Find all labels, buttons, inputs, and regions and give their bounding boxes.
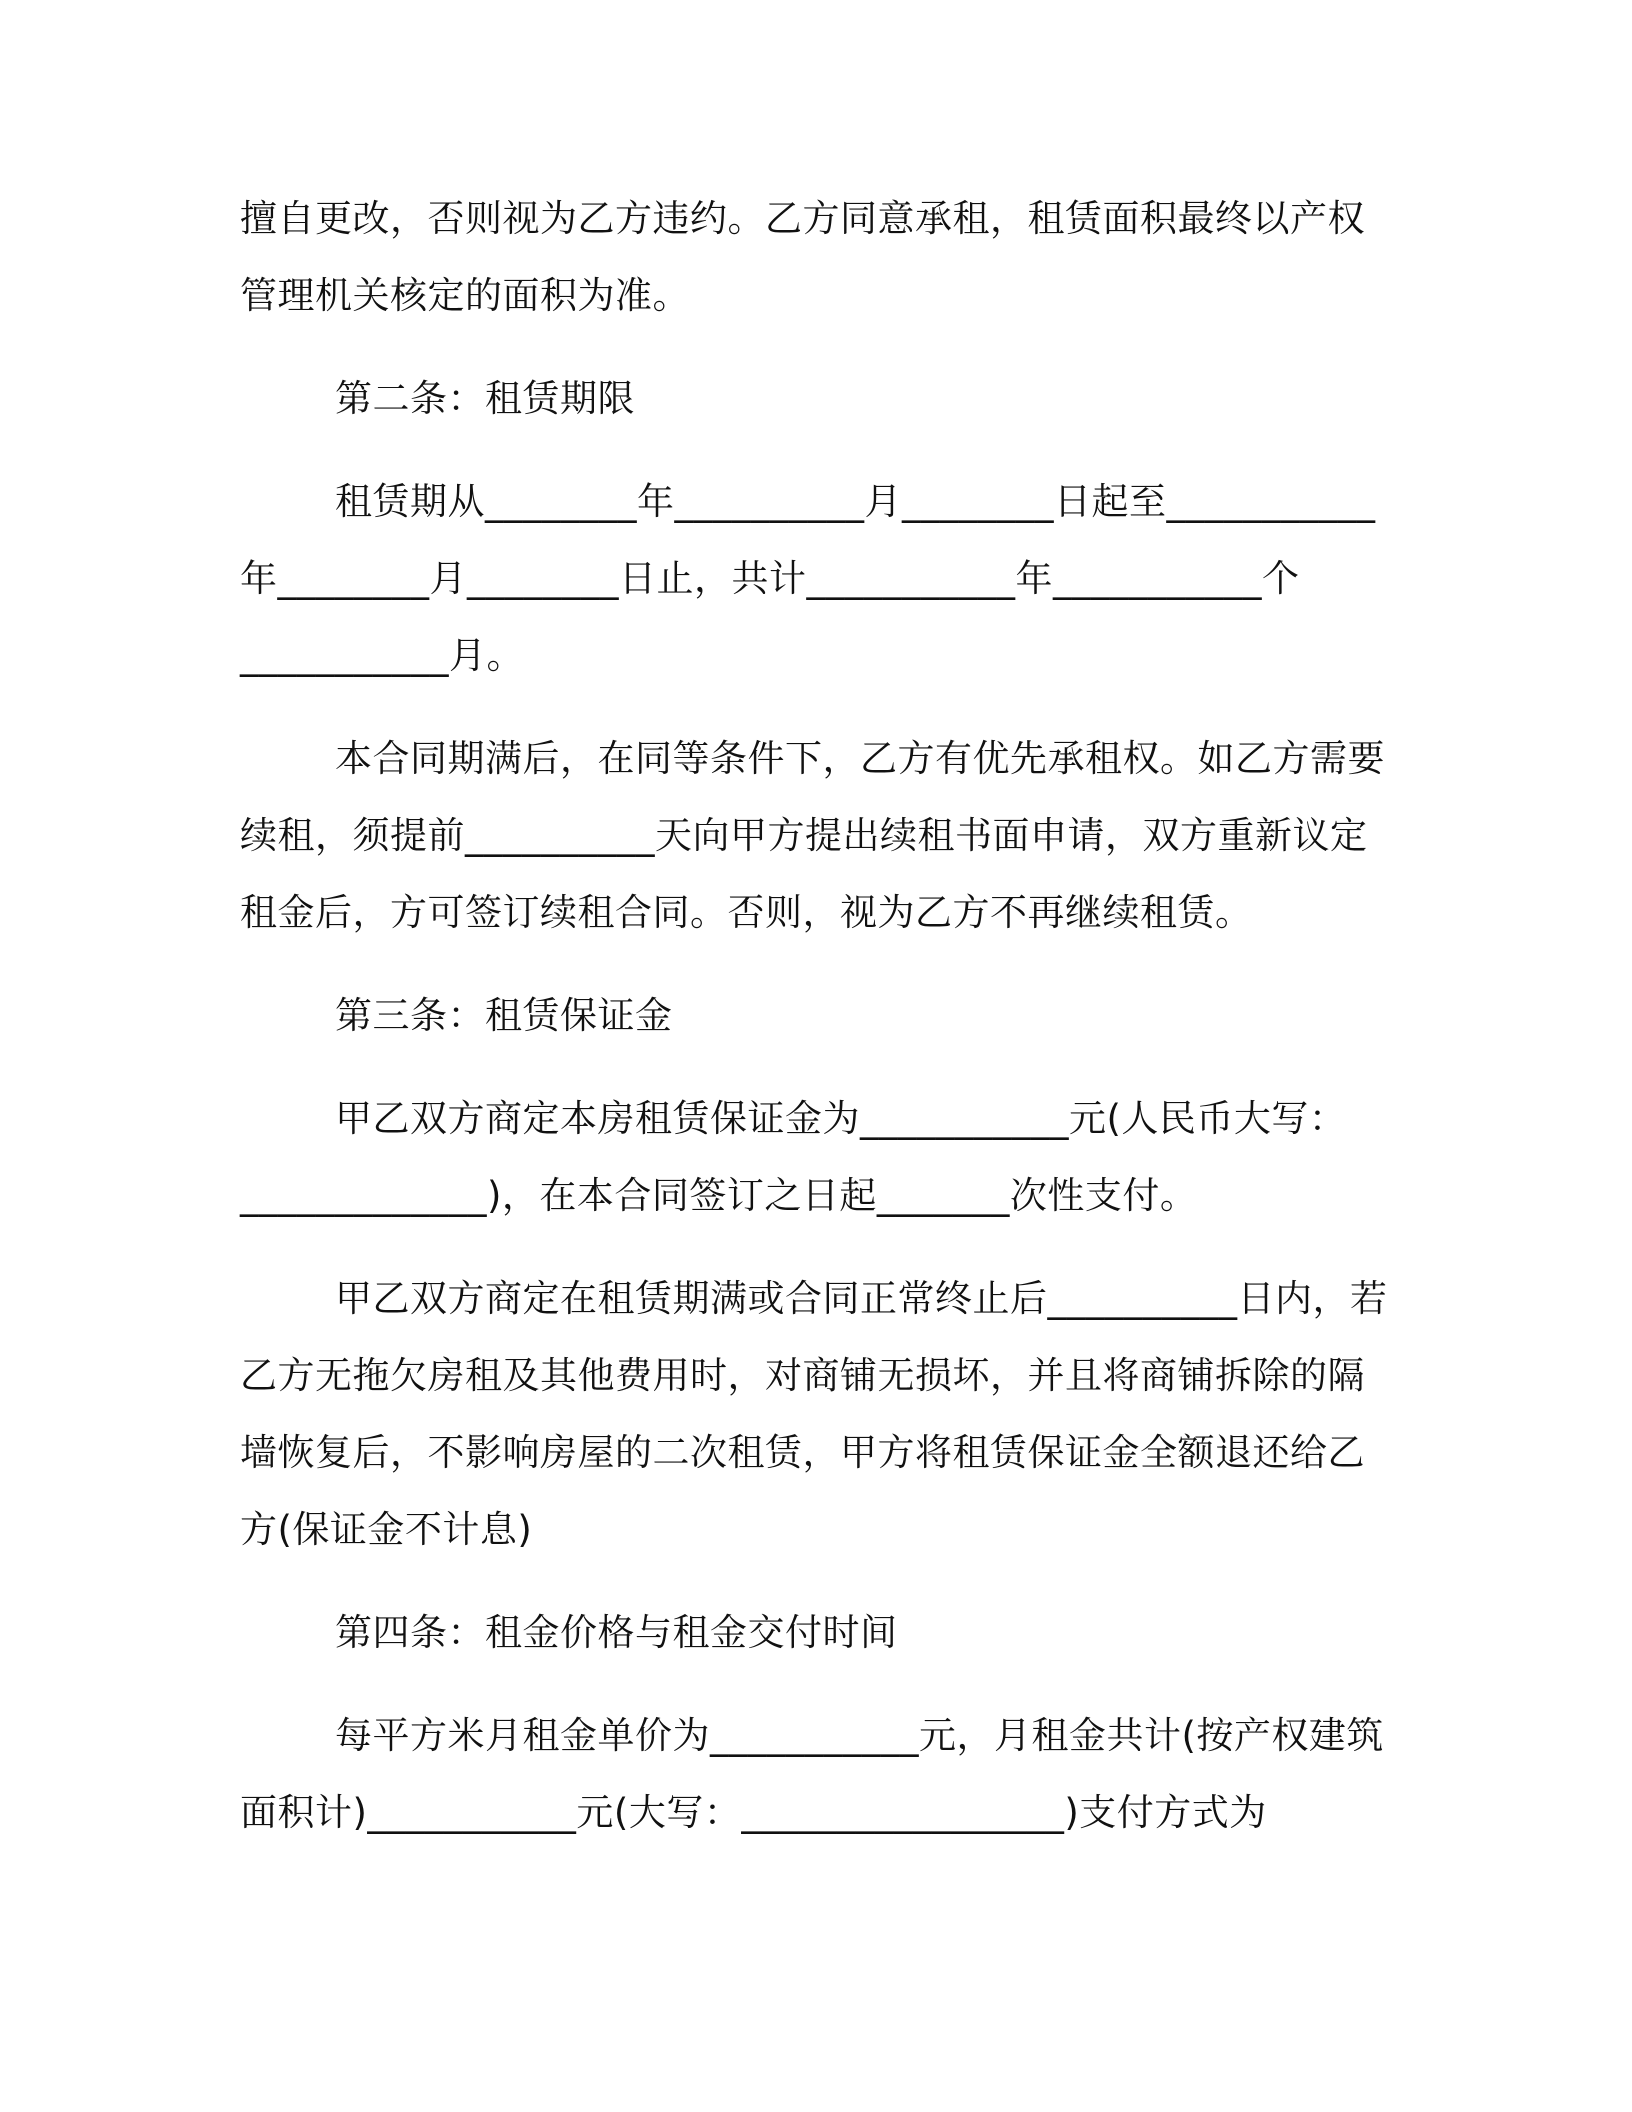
renewal-paragraph <box>240 720 1400 951</box>
text-line: 每平方米月租金单价为___________元，月租金共计(按产权建筑 <box>335 1714 1384 1757</box>
text-line: 乙方无拖欠房租及其他费用时，对商铺无损坏，并且将商铺拆除的隔 <box>240 1354 1365 1397</box>
text-line: 本合同期满后，在同等条件下，乙方有优先承租权。如乙方需要 <box>335 737 1385 780</box>
article-2-heading: 第二条：租赁期限 <box>335 377 635 420</box>
deposit-refund-paragraph <box>240 1260 1400 1568</box>
text-line: 方(保证金不计息) <box>240 1508 533 1551</box>
text-line: 续租，须提前__________天向甲方提出续租书面申请，双方重新议定 <box>240 814 1368 857</box>
intro-paragraph <box>240 180 1400 334</box>
rent-price-paragraph <box>240 1697 1400 1851</box>
document-page <box>240 180 1400 1851</box>
text-line: 管理机关核定的面积为准。 <box>240 274 690 317</box>
text-line: 面积计)___________元(大写：_________________)支付方式为 <box>240 1791 1267 1834</box>
text-line: 墙恢复后，不影响房屋的二次租赁，甲方将租赁保证金全额退还给乙 <box>240 1431 1365 1474</box>
text-line: _____________)，在本合同签订之日起_______次性支付。 <box>240 1174 1198 1217</box>
article-4-heading: 第四条：租金价格与租金交付时间 <box>335 1611 898 1654</box>
text-line: 甲乙双方商定在租赁期满或合同正常终止后__________日内，若 <box>335 1277 1388 1320</box>
text-line: 租赁期从________年__________月________日起至___________ <box>335 480 1376 523</box>
text-line: 租金后，方可签订续租合同。否则，视为乙方不再继续租赁。 <box>240 891 1253 934</box>
deposit-paragraph <box>240 1080 1400 1234</box>
article-3-heading: 第三条：租赁保证金 <box>335 994 673 1037</box>
text-line: 年________月________日止，共计___________年___________个 <box>240 557 1300 600</box>
text-line: ___________月。 <box>240 634 524 677</box>
text-line: 擅自更改，否则视为乙方违约。乙方同意承租，租赁面积最终以产权 <box>240 197 1365 240</box>
text-line: 甲乙双方商定本房租赁保证金为___________元(人民币大写： <box>335 1097 1347 1140</box>
lease-period-paragraph <box>240 463 1400 694</box>
